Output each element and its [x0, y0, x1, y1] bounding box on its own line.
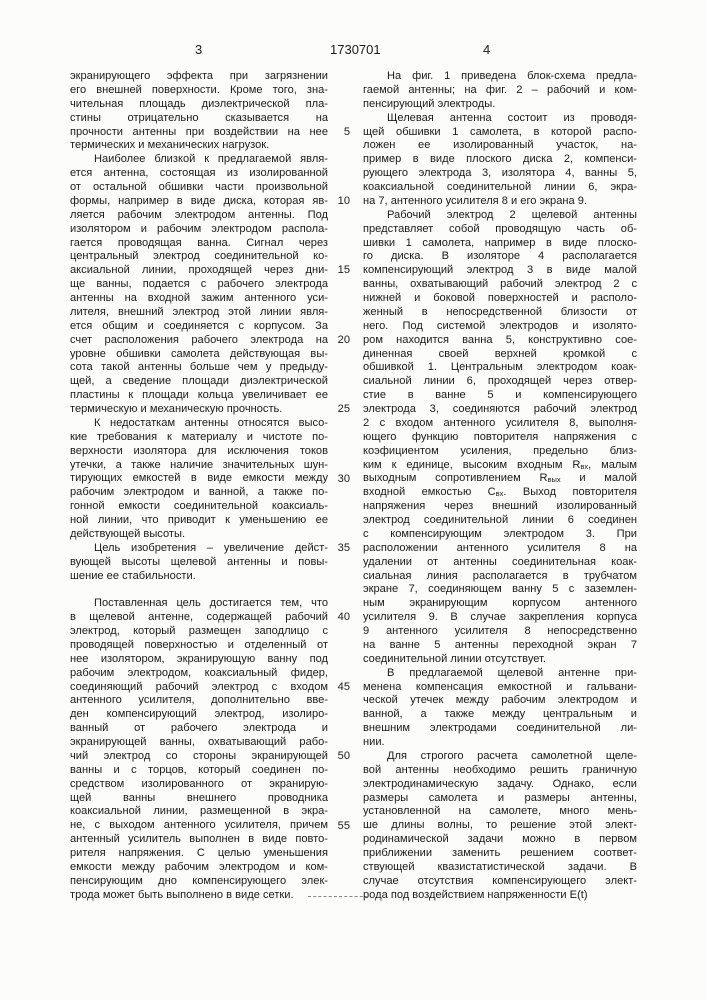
text-line: чий электрод со стороны экранирующей — [70, 750, 328, 764]
text-line: ется общим и соединяется с корпусом. За — [70, 320, 328, 334]
text-line: ной линии, что приводит к уменьшению ее — [70, 514, 328, 528]
text-line: родинамической задачи можно в первом — [363, 833, 637, 847]
text-line: гонной емкости соединительной коаксиаль- — [70, 500, 328, 514]
text-line: средством изолированного от экранирую- — [70, 778, 328, 792]
line-number: 55 — [330, 820, 350, 834]
text-line: 2 с входом антенного усилителя 8, выполня- — [363, 417, 637, 431]
text-line: щей ванны внешнего проводника — [70, 792, 328, 806]
line-number: 10 — [330, 195, 350, 209]
text-line: центральный электрод соединительной ко- — [70, 250, 328, 264]
text-line: с компенсирующим электродом 3. При — [363, 528, 637, 542]
text-line: изолятором и рабочим электродом распола- — [70, 223, 328, 237]
text-line: формы, например в виде диска, которая яв- — [70, 195, 328, 209]
text-line: вой антенны необходимо решить граничную — [363, 764, 637, 778]
patent-number: 1730701 — [330, 42, 381, 57]
text-line: термическую и механическую прочность. — [70, 403, 328, 417]
text-line: в щелевой антенне, содержащей рабочий — [70, 611, 328, 625]
text-line: Рабочий электрод 2 щелевой антенны — [363, 209, 637, 223]
text-line: Цель изобретения – увеличение дейст- — [70, 542, 328, 556]
text-line: уровне обшивки самолета действующая вы- — [70, 348, 328, 362]
text-line: ром находится ванна 5, конструктивно сое- — [363, 334, 637, 348]
text-line: гается проводящая ванна. Сигнал через — [70, 237, 328, 251]
text-line: рабочим электродом, коаксиальный фидер, — [70, 667, 328, 681]
text-line: компенсирующий электрод 3 в виде малой — [363, 264, 637, 278]
text-line: верхности изолятора для исключения токов — [70, 445, 328, 459]
text-line: не, с выходом антенного усилителя, причем — [70, 819, 328, 833]
text-line: расположении антенного усилителя 8 на — [363, 542, 637, 556]
text-line: внешним электродами соединительной ли- — [363, 722, 637, 736]
text-line: менена компенсация емкостной и гальвани- — [363, 681, 637, 695]
text-line: рителя напряжения. С целью уменьшения — [70, 847, 328, 861]
text-line — [363, 472, 637, 486]
text-line: тирующих емкостей в виде емкости между — [70, 472, 328, 486]
text-line: термических и механических нагрузок. — [70, 139, 328, 153]
line-number: 25 — [330, 403, 350, 417]
column-end-separator — [308, 896, 368, 897]
text-line: представляет собой проводящую часть об- — [363, 223, 637, 237]
text-line: электрод соединительной линии 6 соединен — [363, 514, 637, 528]
text-line: нижней и боковой поверхностей и располо- — [363, 292, 637, 306]
text-line: ванны, охватывающий рабочий электрод 2 с — [363, 278, 637, 292]
text-line: ложен ее изолированный участок, на- — [363, 139, 637, 153]
paragraph — [70, 597, 328, 902]
text-line: На фиг. 1 приведена блок-схема предла- — [363, 70, 637, 84]
text-line: антенного усилителя, дополнительно вве- — [70, 694, 328, 708]
text-line: Поставленная цель достигается тем, что — [70, 597, 328, 611]
text-line: стины отрицательно сказывается на — [70, 112, 328, 126]
paragraph — [70, 417, 328, 542]
text-line: Наиболее близкой к предлагаемой явля- — [70, 153, 328, 167]
text-line: сота такой антенны больше чем у предыду- — [70, 361, 328, 375]
page-number-right: 4 — [483, 42, 490, 57]
text-line: ден компенсирующий электрод, изолиро- — [70, 708, 328, 722]
text-line: ствующей квазистатистической задачи. В — [363, 861, 637, 875]
text-line: Для строгого расчета самолетной щеле- — [363, 750, 637, 764]
text-line: соединительной линии отсутствует. — [363, 653, 637, 667]
text-line: рода под воздействием напряженности E(t) — [363, 889, 637, 903]
text-line: экранирующего эффекта при загрязнении — [70, 70, 328, 84]
text-line: экране 7, соединяющем ванну 5 с заземлен- — [363, 583, 637, 597]
line-number: 35 — [330, 542, 350, 556]
paragraph — [363, 209, 637, 667]
text-line: антенный усилитель выполнен в виде повто- — [70, 833, 328, 847]
text-segment: . Выход повторителя — [503, 486, 637, 498]
text-line: утечки, а также наличие значительных шун- — [70, 459, 328, 473]
line-number: 40 — [330, 611, 350, 625]
text-segment: ким к единице, высоким входным R — [363, 459, 580, 471]
subscript: вх — [496, 489, 504, 498]
text-line: ще ванны, подается с рабочего электрода — [70, 278, 328, 292]
subscript: вх — [580, 462, 588, 471]
text-line: рующего электрода 3, изолятора 4, ванны 5, — [363, 167, 637, 181]
paragraph — [363, 70, 637, 112]
text-line: аксиальной линии, проходящей через дни- — [70, 264, 328, 278]
text-segment: выходным сопротивлением R — [363, 472, 547, 484]
text-line — [363, 486, 637, 500]
text-line: коаксиальной линии, размещенной в экра- — [70, 805, 328, 819]
blank-line — [70, 583, 328, 597]
text-line: стие в ванне 5 и компенсирующего — [363, 389, 637, 403]
text-line: К недостаткам антенны относятся высо- — [70, 417, 328, 431]
text-line: нее изолятором, экранирующую ванну под — [70, 653, 328, 667]
text-segment: и малой — [561, 472, 637, 484]
text-line: установленной на самолете, много мень- — [363, 805, 637, 819]
text-line: шение ее стабильности. — [70, 570, 328, 584]
text-line: го диска. В изоляторе 4 располагается — [363, 250, 637, 264]
text-line: коэфициентом усиления, предельно близ- — [363, 445, 637, 459]
text-line: щей обшивки 1 самолета, в которой распо- — [363, 126, 637, 140]
text-line: электрода 3, соединяются рабочий электрод — [363, 403, 637, 417]
text-line: шивки 1 самолета, например в виде плоско- — [363, 237, 637, 251]
text-line: емкости между рабочим электродом и ком- — [70, 861, 328, 875]
paragraph — [363, 112, 637, 209]
text-line: удалении от антенны соединительная коак- — [363, 556, 637, 570]
paragraph — [363, 750, 637, 903]
text-line: электродинамическую задачу. Однако, если — [363, 778, 637, 792]
text-line: ческой утечек между рабочим электродом и — [363, 694, 637, 708]
text-line: приближении заменить решением соответ- — [363, 847, 637, 861]
text-line: соединяющий рабочий электрод с входом — [70, 681, 328, 695]
text-line: пенсирующим дно компенсирующего элек- — [70, 875, 328, 889]
text-line: действующей высоты. — [70, 528, 328, 542]
line-number: 15 — [330, 264, 350, 278]
text-line: на 7, антенного усилителя 8 и его экрана 9. — [363, 195, 637, 209]
paragraph — [363, 667, 637, 750]
text-line: Щелевая антенна состоит из проводя- — [363, 112, 637, 126]
paragraph — [70, 153, 328, 417]
text-line: ше длины волны, то решение этой элект- — [363, 819, 637, 833]
text-line: трода может быть выполнено в виде сетки. — [70, 889, 328, 903]
text-line: экранирующей ванны, охватывающий рабо- — [70, 736, 328, 750]
text-line: электрод, который размещен заподлицо с — [70, 625, 328, 639]
text-segment: , малым — [588, 459, 637, 471]
text-line: на ванне 5 антенны переходной экран 7 — [363, 639, 637, 653]
text-line: ляется рабочим электродом антенны. Под — [70, 209, 328, 223]
text-line: нии. — [363, 736, 637, 750]
text-line: ванной, а также между центральным и — [363, 708, 637, 722]
text-line: ванны и с торцов, который соединен по- — [70, 764, 328, 778]
text-line: ванный от рабочего электрода и — [70, 722, 328, 736]
text-line: счет расположения рабочего электрода на — [70, 334, 328, 348]
text-line: сиальной линии 6, проходящей через отвер- — [363, 375, 637, 389]
page-number-left: 3 — [195, 42, 202, 57]
text-line: пример в виде плоского диска 2, компенси- — [363, 153, 637, 167]
text-line: вующей высоты щелевой антенны и повы- — [70, 556, 328, 570]
paragraph — [70, 70, 328, 153]
text-line: рабочим электродом и ванной, а также по- — [70, 486, 328, 500]
text-line: 9 антенного усилителя 8 непосредственно — [363, 625, 637, 639]
text-line: случае отсутствия компенсирующего элект- — [363, 875, 637, 889]
text-line: чительная площадь диэлектрической пла- — [70, 98, 328, 112]
text-line: ным экранирующим корпусом антенного — [363, 597, 637, 611]
text-line: усилителя 9. В случае закрепления корпуса — [363, 611, 637, 625]
text-line: размеры самолета и размеры антенны, — [363, 792, 637, 806]
text-line: кие требования к материалу и чистоте по- — [70, 431, 328, 445]
right-column — [363, 70, 637, 903]
text-line: сиальная линия располагается в трубчатом — [363, 570, 637, 584]
text-line: диненная своей верхней кромкой с — [363, 348, 637, 362]
text-line — [363, 459, 637, 473]
text-line: него. Под системой электродов и изолято- — [363, 320, 637, 334]
text-line: проводящей поверхностью и отделенный от — [70, 639, 328, 653]
paragraph — [70, 542, 328, 598]
text-line: его внешней поверхности. Кроме того, зна- — [70, 84, 328, 98]
text-line: от остальной обшивки части произвольной — [70, 181, 328, 195]
text-line: антенны на входной зажим антенного уси- — [70, 292, 328, 306]
text-line: ется антенна, состоящая из изолированной — [70, 167, 328, 181]
text-segment: входной емкостью C — [363, 486, 496, 498]
text-line: напряжения через внешний изолированный — [363, 500, 637, 514]
text-line: щей, а сведение площади диэлектрической — [70, 375, 328, 389]
text-line: обшивкой 1. Центральным электродом коак- — [363, 361, 637, 375]
text-line: прочности антенны при воздействии на нее — [70, 126, 328, 140]
line-number: 20 — [330, 334, 350, 348]
text-line: пенсирующий электроды. — [363, 98, 637, 112]
text-line: гаемой антенны; на фиг. 2 – рабочий и ком- — [363, 84, 637, 98]
left-column — [70, 70, 328, 903]
line-number: 45 — [330, 681, 350, 695]
line-number: 5 — [330, 126, 350, 140]
text-line: коаксиальной соединительной линии 6, экра- — [363, 181, 637, 195]
line-number: 50 — [330, 750, 350, 764]
text-line: В предлагаемой щелевой антенне при- — [363, 667, 637, 681]
text-line: лителя, внешний электрод этой линии явля- — [70, 306, 328, 320]
text-line: женный в непосредственной близости от — [363, 306, 637, 320]
subscript: вых — [547, 475, 560, 484]
text-line: ющего функцию повторителя напряжения с — [363, 431, 637, 445]
line-number: 30 — [330, 473, 350, 487]
text-line: пластины к площади кольца увеличивает ее — [70, 389, 328, 403]
